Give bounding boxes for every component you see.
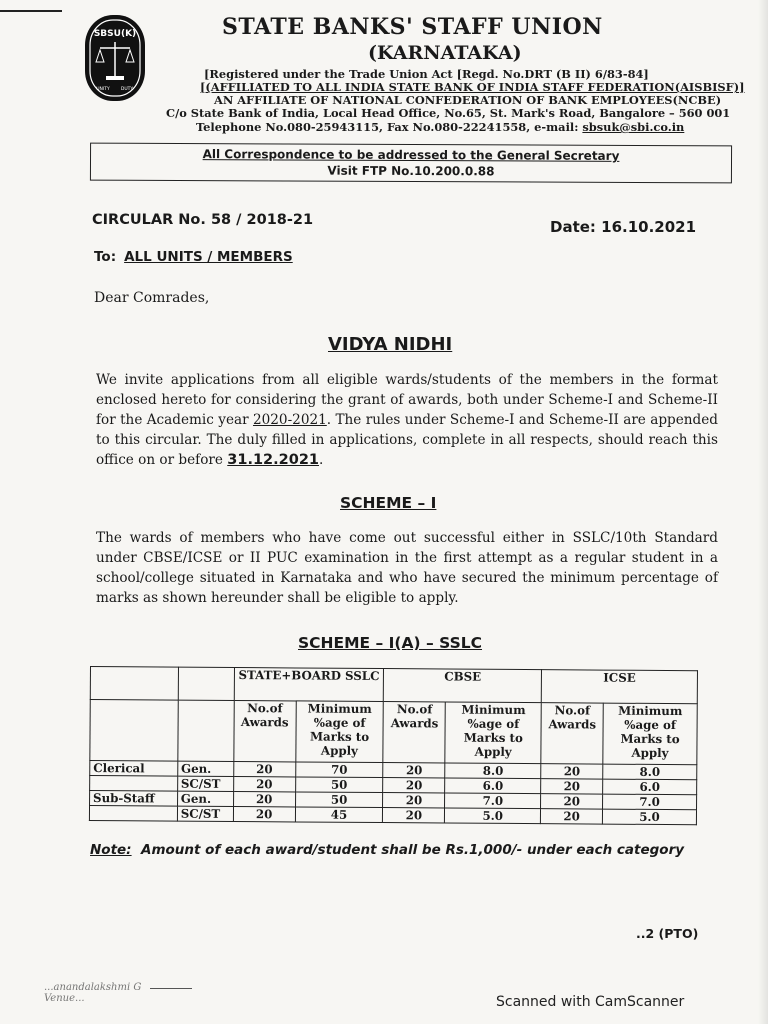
sub-header: Minimum %age of Marks to Apply [445,702,541,764]
scanner-watermark: Scanned with CamScanner [496,994,685,1010]
faded-name: ...anandalakshmi G [44,982,142,993]
note-label: Note: [90,842,132,858]
correspondence-box [90,143,732,184]
circular-date: Date: 16.10.2021 [550,218,697,236]
scheme-paragraph: The wards of members who have come out successful either in SSLC/10th Standard under CBSE/ICSE or II PUC examination in the first attempt as a regular student in a school/college situated in Karnataka and who have secured the minimum percentage of marks as shown hereunder shall be eligible to apply. [96,530,718,606]
value-cell: 20 [233,807,295,822]
value-cell: 20 [541,809,603,824]
org-name: STATE BANKS' STAFF UNION [222,14,603,40]
contact-text: Telephone No.080-25943115, Fax No.080-22241558, e-mail: [196,120,583,134]
value-cell: 45 [295,807,383,823]
table-corner-cell [90,667,178,701]
deadline-date: 31.12.2021 [227,452,319,468]
scan-shadow [758,0,768,1024]
table-corner-cell [178,700,234,761]
value-cell: 20 [233,777,295,792]
table-row [89,806,696,825]
value-cell: 5.0 [603,809,697,825]
affiliation-line: [(AFFILIATED TO ALL INDIA STATE BANK OF INDIA STAFF FEDERATION(AISBISF)] [200,80,745,94]
category-cell: SC/ST [177,806,233,821]
intro-text-a: We invite applications from all eligible wards/students of the members in the format enclosed hereto for considering the grant of awards, both under Scheme-I and Scheme-II for the Academic year [96,372,718,428]
group-header: ICSE [541,670,697,704]
academic-year: 2020-2021 [252,412,327,428]
org-sub: (KARNATAKA) [368,42,522,64]
to-label: To: [94,249,117,265]
value-cell: 50 [295,792,383,808]
scheme-title: SCHEME – I [340,494,437,512]
value-cell: 7.0 [445,793,541,809]
sub-header: Minimum %age of Marks to Apply [603,703,697,765]
value-cell: 5.0 [445,808,541,824]
awards-table [89,666,698,825]
union-logo-icon [84,14,146,102]
table-sub-header-row [90,700,697,765]
correspondence-line: All Correspondence to be addressed to the General Secretary [202,147,620,163]
registration-line: [Registered under the Trade Union Act [Regd. No.DRT (B II) 6/83-84] [204,67,649,81]
value-cell: 6.0 [603,779,697,795]
sub-header: No.of Awards [234,701,296,762]
cadre-cell [89,806,177,822]
value-cell: 8.0 [603,764,697,780]
value-cell: 20 [383,793,445,808]
note-text: Amount of each award/student shall be Rs.1,000/- under each category [141,842,685,858]
ftp-line: Visit FTP No.10.200.0.88 [327,163,495,179]
table-corner-cell [178,667,234,700]
value-cell: 8.0 [445,763,541,779]
address-line: C/o State Bank of India, Local Head Office, No.65, St. Mark's Road, Bangalore – 560 001 [166,106,731,120]
sub-header: No.of Awards [541,703,603,764]
value-cell: 20 [383,778,445,793]
group-header: CBSE [384,669,542,703]
group-header: STATE+BOARD SSLC [234,668,384,702]
scan-mark [0,10,62,12]
sub-header: No.of Awards [383,702,445,763]
addressee-line [94,249,293,265]
email-link[interactable]: sbsuk@sbi.co.in [582,120,685,134]
page-continuation: ..2 (PTO) [636,926,699,941]
cadre-cell: Sub-Staff [90,791,178,807]
value-cell: 20 [383,763,445,778]
circular-number: CIRCULAR No. 58 / 2018-21 [92,212,314,228]
value-cell: 20 [541,779,603,794]
category-cell: Gen. [177,791,233,806]
value-cell: 7.0 [603,794,697,810]
value-cell: 20 [541,794,603,809]
intro-paragraph [96,370,718,470]
category-cell: SC/ST [177,776,233,791]
circular-title: VIDYA NIDHI [328,334,453,355]
faded-rule [150,988,192,989]
value-cell: 70 [295,762,383,778]
to-target: ALL UNITS / MEMBERS [124,249,293,265]
intro-text-c: . [319,452,324,468]
svg-text:DUTY: DUTY [120,87,134,92]
svg-text:SBSU(K): SBSU(K) [93,29,137,39]
table-group-header-row [90,667,697,704]
value-cell: 20 [233,792,295,807]
salutation: Dear Comrades, [94,290,210,306]
contact-line [196,120,684,134]
faded-signature-text [44,982,141,1004]
table-corner-cell [90,700,178,762]
value-cell: 6.0 [445,778,541,794]
category-cell: Gen. [177,761,233,776]
value-cell: 20 [383,808,445,823]
value-cell: 50 [295,777,383,793]
ncbe-line: AN AFFILIATE OF NATIONAL CONFEDERATION OF BANK EMPLOYEES(NCBE) [214,93,722,107]
table-title: SCHEME – I(A) – SSLC [298,634,483,652]
cadre-cell: Clerical [90,761,178,777]
value-cell: 20 [233,762,295,777]
note-line [90,842,684,858]
value-cell: 20 [541,764,603,779]
faded-venue: Venue... [44,993,85,1004]
intro-text-b: . The rules under Scheme-I and Scheme-II are appended to this circular. The duly filled in applications, complete in all respects, should reach this office on or before [96,412,718,468]
sub-header: Minimum %age of Marks to Apply [295,701,383,763]
svg-text:UNITY: UNITY [96,87,110,92]
cadre-cell [90,776,178,792]
